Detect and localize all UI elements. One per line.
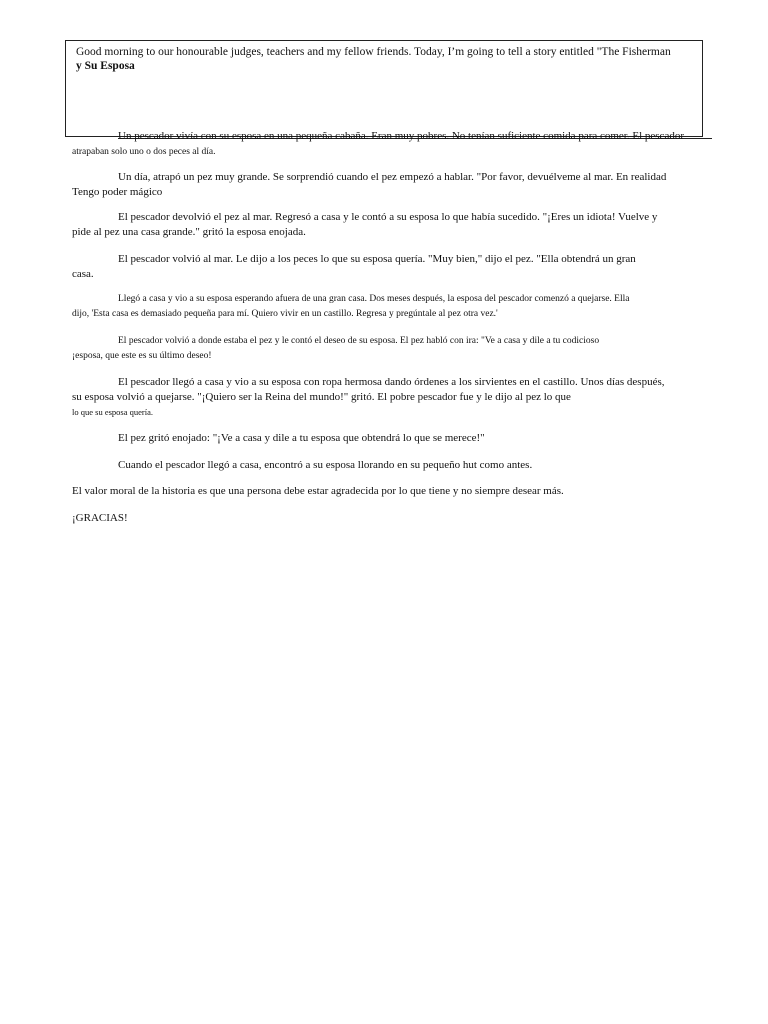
paragraph-5 bbox=[72, 292, 712, 322]
paragraph-5-line-1: Llegó a casa y vio a su esposa esperando afuera de una gran casa. Dos meses después, la esposa del pescador comenzó a quejarse. Ella bbox=[118, 294, 630, 304]
paragraph-5-line-2: dijo, 'Esta casa es demasiado pequeña para mí. Quiero vivir en un castillo. Regresa y pregúntale al pez otra vez.' bbox=[72, 309, 498, 319]
paragraph-7 bbox=[72, 375, 712, 420]
paragraph-4-line-2: casa. bbox=[72, 268, 94, 280]
thanks-paragraph bbox=[72, 511, 712, 526]
paragraph-8 bbox=[72, 431, 712, 446]
paragraph-7-line-3: lo que su esposa quería. bbox=[72, 407, 153, 417]
paragraph-2-line-1: Un día, atrapó un pez muy grande. Se sorprendió cuando el pez empezó a hablar. "Por favor, devuélveme al mar. En realidad bbox=[118, 171, 667, 183]
paragraph-4 bbox=[72, 252, 712, 282]
paragraph-1-line-2: atrapaban solo uno o dos peces al día. bbox=[72, 147, 216, 157]
paragraph-3-line-2: pide al pez una casa grande." gritó la esposa enojada. bbox=[72, 226, 306, 238]
paragraph-1 bbox=[72, 129, 712, 160]
moral-paragraph bbox=[72, 484, 712, 499]
paragraph-3-line-1: El pescador devolvió el pez al mar. Regresó a casa y le contó a su esposa lo que había sucedido. "¡Eres un idiota! Vuelve y bbox=[118, 211, 658, 223]
paragraph-2 bbox=[72, 170, 712, 200]
paragraph-1-line-1: Un pescador vivía con su esposa en una pequeña cabaña. Eran muy pobres. No tenían suficiente comida para comer. El pescador bbox=[118, 130, 684, 142]
title-intro: Good morning to our honourable judges, teachers and my fellow friends. Today, I’m going to tell a story entitled "The Fisherman bbox=[76, 46, 671, 58]
paragraph-9-text: Cuando el pescador llegó a casa, encontró a su esposa llorando en su pequeño hut como antes. bbox=[118, 459, 533, 471]
paragraph-6-line-1: El pescador volvió a donde estaba el pez y le contó el deseo de su esposa. El pez habló con ira: "Ve a casa y dile a tu codicioso bbox=[118, 336, 600, 346]
paragraph-2-line-2: Tengo poder mágico bbox=[72, 186, 163, 198]
title-bold: y Su Esposa bbox=[76, 60, 135, 72]
paragraph-4-line-1: El pescador volvió al mar. Le dijo a los peces lo que su esposa quería. "Muy bien," dijo el pez. "Ella obtendrá un gran bbox=[118, 253, 636, 265]
paragraph-8-text: El pez gritó enojado: "¡Ve a casa y dile a tu esposa que obtendrá lo que se merece!" bbox=[118, 432, 485, 444]
paragraph-9 bbox=[72, 458, 712, 473]
moral-text: El valor moral de la historia es que una persona debe estar agradecida por lo que tiene y no siempre desear más. bbox=[72, 485, 564, 497]
paragraph-6 bbox=[72, 334, 712, 364]
paragraph-7-line-1: El pescador llegó a casa y vio a su esposa con ropa hermosa dando órdenes a los sirvientes en el castillo. Unos días después, bbox=[118, 376, 665, 388]
paragraph-7-line-2: su esposa volvió a quejarse. "¡Quiero ser la Reina del mundo!" gritó. El pobre pescador fue y le dijo al pez lo que bbox=[72, 391, 571, 403]
paragraph-3 bbox=[72, 210, 712, 240]
title-box bbox=[65, 40, 703, 137]
paragraph-6-line-2: ¡esposa, que este es su último deseo! bbox=[72, 351, 212, 361]
thanks-text: ¡GRACIAS! bbox=[72, 512, 128, 524]
